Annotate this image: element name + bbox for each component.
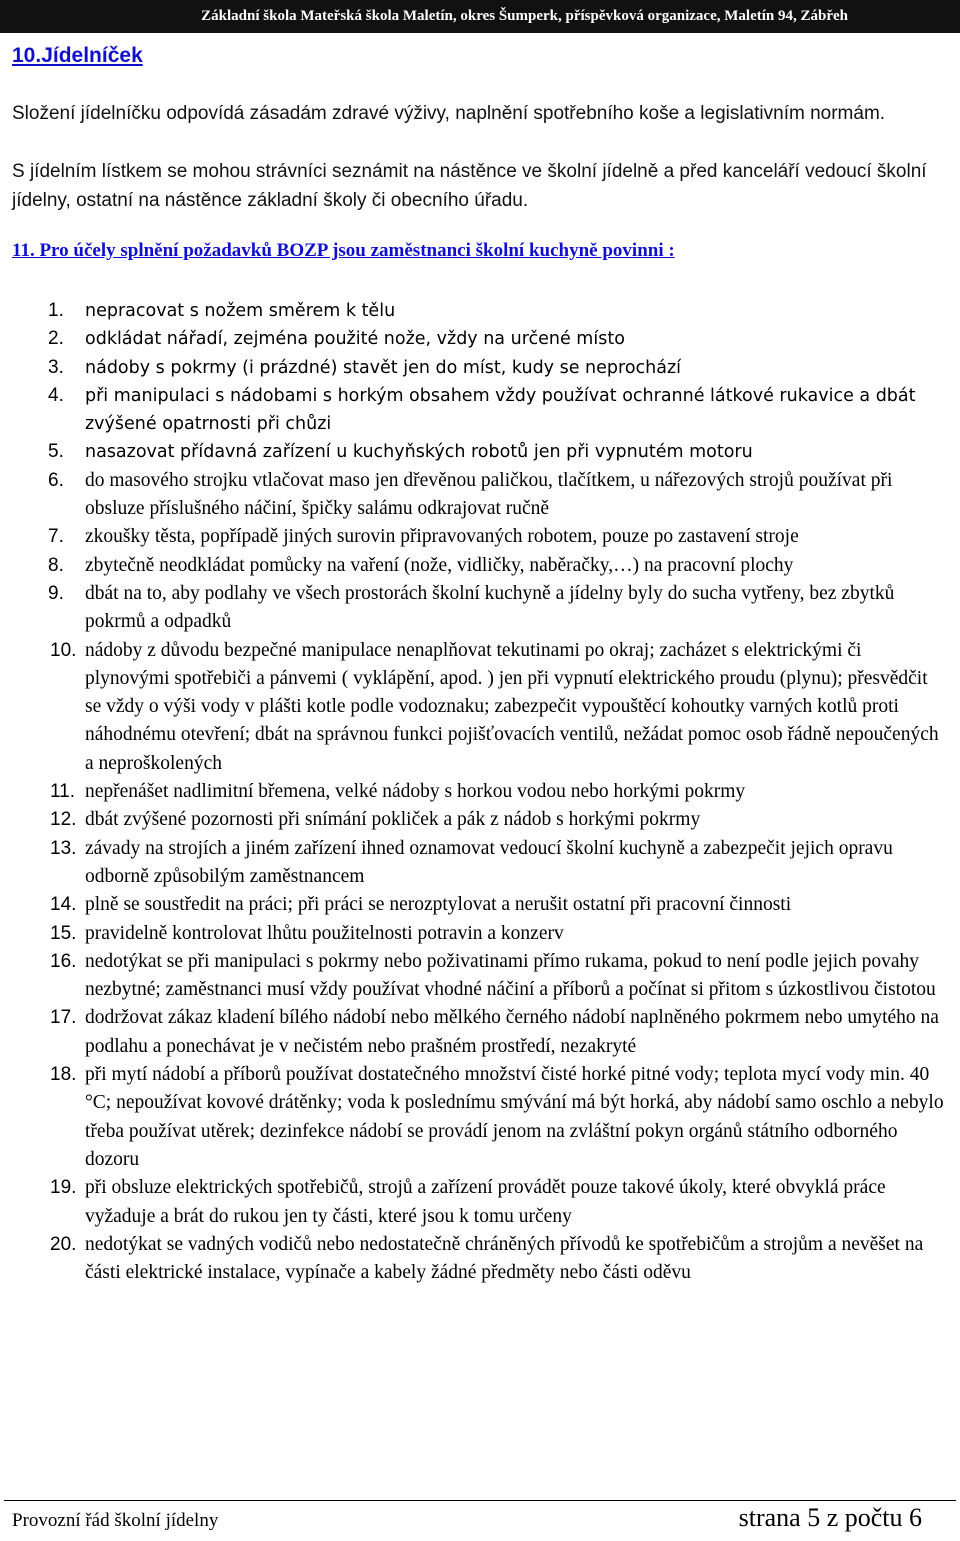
section-10-paragraph-1: Složení jídelníčku odpovídá zásadám zdravé výživy, naplnění spotřebního koše a legislativním normám. [12,103,886,124]
list-item-text: nádoby z důvodu bezpečné manipulace nenaplňovat tekutinami po okraj; zacházet s elektrickými či plynovými spotřebiči a pánvemi ( vyklápění, apod. ) jen při vypnutí elektrického proudu (plynu); přesvědčit se vždy o výši vody v plášti kotle podle vodoznaku; zabezpečit vypouštěcí kohoutky varných kotlů proti náhodnému otevření; dbát na správnou funkci pojišťovacích ventilů, nežádat pomoc osob řádně nepoučených a neproškolených [85,639,939,774]
section-10-title: 10.Jídelníček [12,44,143,67]
list-item-text: při mytí nádobí a příborů používat dostatečného množství čisté horké pitné vody; teplota mycí vody min. 40 °C; nepoužívat kovové drátěnky; voda k poslednímu smývání má být horká, aby nádobí samo oschlo a nebylo třeba používat utěrek; dezinfekce nádobí se provádí jenom na zvláštní pokyn orgánů státního odborného dozoru [85,1064,944,1170]
list-item-number: 4. [48,384,64,406]
list-item-text: do masového strojku vtlačovat maso jen dřevěnou paličkou, tlačítkem, u nářezových strojů používat při obsluze příslušného náčiní, špičky salámu odkrajovat ručně [85,469,893,520]
list-item-text: zkoušky těsta, popřípadě jiných surovin připravovaných robotem, pouze po zastavení stroje [85,526,799,548]
list-item-number: 18. [50,1064,77,1086]
list-item-number: 10. [50,639,77,661]
list-item-text: dbát na to, aby podlahy ve všech prostorách školní kuchyně a jídelny byly do sucha vytřeny, bez zbytků pokrmů a odpadků [85,582,895,633]
header-school-name: Základní škola Mateřská škola Maletín, okres Šumperk, příspěvková organizace, Maletín 94, Zábřeh [201,8,848,24]
list-item [0,382,950,439]
list-item [0,580,950,637]
list-item-number: 14. [50,894,77,916]
list-item-text: nedotýkat se vadných vodičů nebo nedostatečně chráněných přívodů ke spotřebičům a strojům a nevěšet na části elektrické instalace, vypínače a kabely žádné předměty nebo části oděvu [85,1233,924,1284]
list-item-number: 20. [50,1233,77,1255]
list-item-number: 17. [50,1007,77,1029]
list-item [0,1004,950,1061]
list-item-number: 9. [48,582,64,604]
list-item [0,1231,950,1288]
list-item-number: 15. [50,922,77,944]
list-item-number: 12. [50,809,77,831]
list-item [0,778,950,806]
list-item-text: nepracovat s nožem směrem k tělu [85,301,396,321]
list-item [0,920,950,948]
list-item-number: 19. [50,1177,77,1199]
list-item-text: nepřenášet nadlimitní břemena, velké nádoby s horkou vodou nebo horkými pokrmy [85,781,746,803]
section-11-title: 11. Pro účely splnění požadavků BOZP jsou zaměstnanci školní kuchyně povinni : [12,240,675,261]
list-item [0,1174,950,1231]
list-item [0,438,950,466]
list-item-text: zbytečně neodkládat pomůcky na vaření (nože, vidličky, naběračky,…) na pracovní plochy [85,554,794,576]
list-item [0,467,950,524]
list-item-number: 16. [50,950,77,972]
list-item-text: při manipulaci s nádobami s horkým obsahem vždy používat ochranné látkové rukavice a dbát zvýšené opatrnosti při chůzi [85,385,916,435]
list-item-text: dbát zvýšené pozornosti při snímání pokliček a pák z nádob s horkými pokrmy [85,809,701,831]
list-item-number: 2. [48,328,64,350]
list-item-number: 1. [48,300,64,321]
list-item-number: 5. [48,441,64,463]
list-item [0,325,950,353]
list-item [0,297,950,325]
list-item-number: 8. [48,554,64,576]
list-item-number: 13. [50,837,77,859]
section-10-paragraph-2: S jídelním lístkem se mohou strávníci seznámit na nástěnce ve školní jídelně a před kanceláří vedoucí školní jídelny, ostatní na nástěnce základní školy či obecního úřadu. [12,161,927,211]
list-item-text: nasazovat přídavná zařízení u kuchyňských robotů jen při vypnutém motoru [85,442,753,463]
list-item [0,835,950,892]
list-item-number: 6. [48,469,64,491]
list-item [0,1061,950,1174]
list-item-text: závady na strojích a jiném zařízení ihned oznamovat vedoucí školní kuchyně a zabezpečit jejich opravu odborně způsobilým zaměstnancem [85,837,893,887]
list-item-text: plně se soustředit na práci; při práci se nerozptylovat a nerušit ostatní při pracovní činnosti [85,894,792,916]
list-item-text: odkládat nářadí, zejména použité nože, vždy na určené místo [85,329,625,350]
list-item [0,637,950,778]
list-item [0,354,950,382]
list-item-text: nádoby s pokrmy (i prázdné) stavět jen do míst, kudy se neprochází [85,357,682,378]
list-item [0,552,950,580]
list-item [0,948,950,1005]
list-item-text: nedotýkat se při manipulaci s pokrmy nebo poživatinami přímo rukama, pokud to není podle jejich povahy nezbytné; zaměstnanci musí vždy používat vhodné náčiní a příborů a počínat si přitom s úzkostlivou čistotou [85,950,936,1001]
footer-divider [4,1500,956,1501]
list-item-number: 3. [48,356,64,378]
list-item [0,523,950,551]
list-item [0,891,950,919]
list-item-text: pravidelně kontrolovat lhůtu použitelnosti potravin a konzerv [85,922,564,944]
list-item-number: 11. [50,781,76,803]
document-header [0,0,960,33]
list-item-number: 7. [48,526,64,548]
list-item [0,806,950,834]
list-item-text: dodržovat zákaz kladení bílého nádobí nebo mělkého černého nádobí naplněného pokrmem nebo umytého na podlahu a ponechávat je v nečistém nebo prašném prostředí, nezakryté [85,1007,939,1057]
footer-document-name: Provozní řád školní jídelny [12,1510,219,1531]
bozp-rules-list [0,297,950,1287]
footer-page-number: strana 5 z počtu 6 [738,1503,922,1532]
list-item-text: při obsluze elektrických spotřebičů, strojů a zařízení provádět pouze takové úkoly, které obvyklá práce vyžaduje a brát do rukou jen ty části, které jsou k tomu určeny [85,1177,886,1227]
